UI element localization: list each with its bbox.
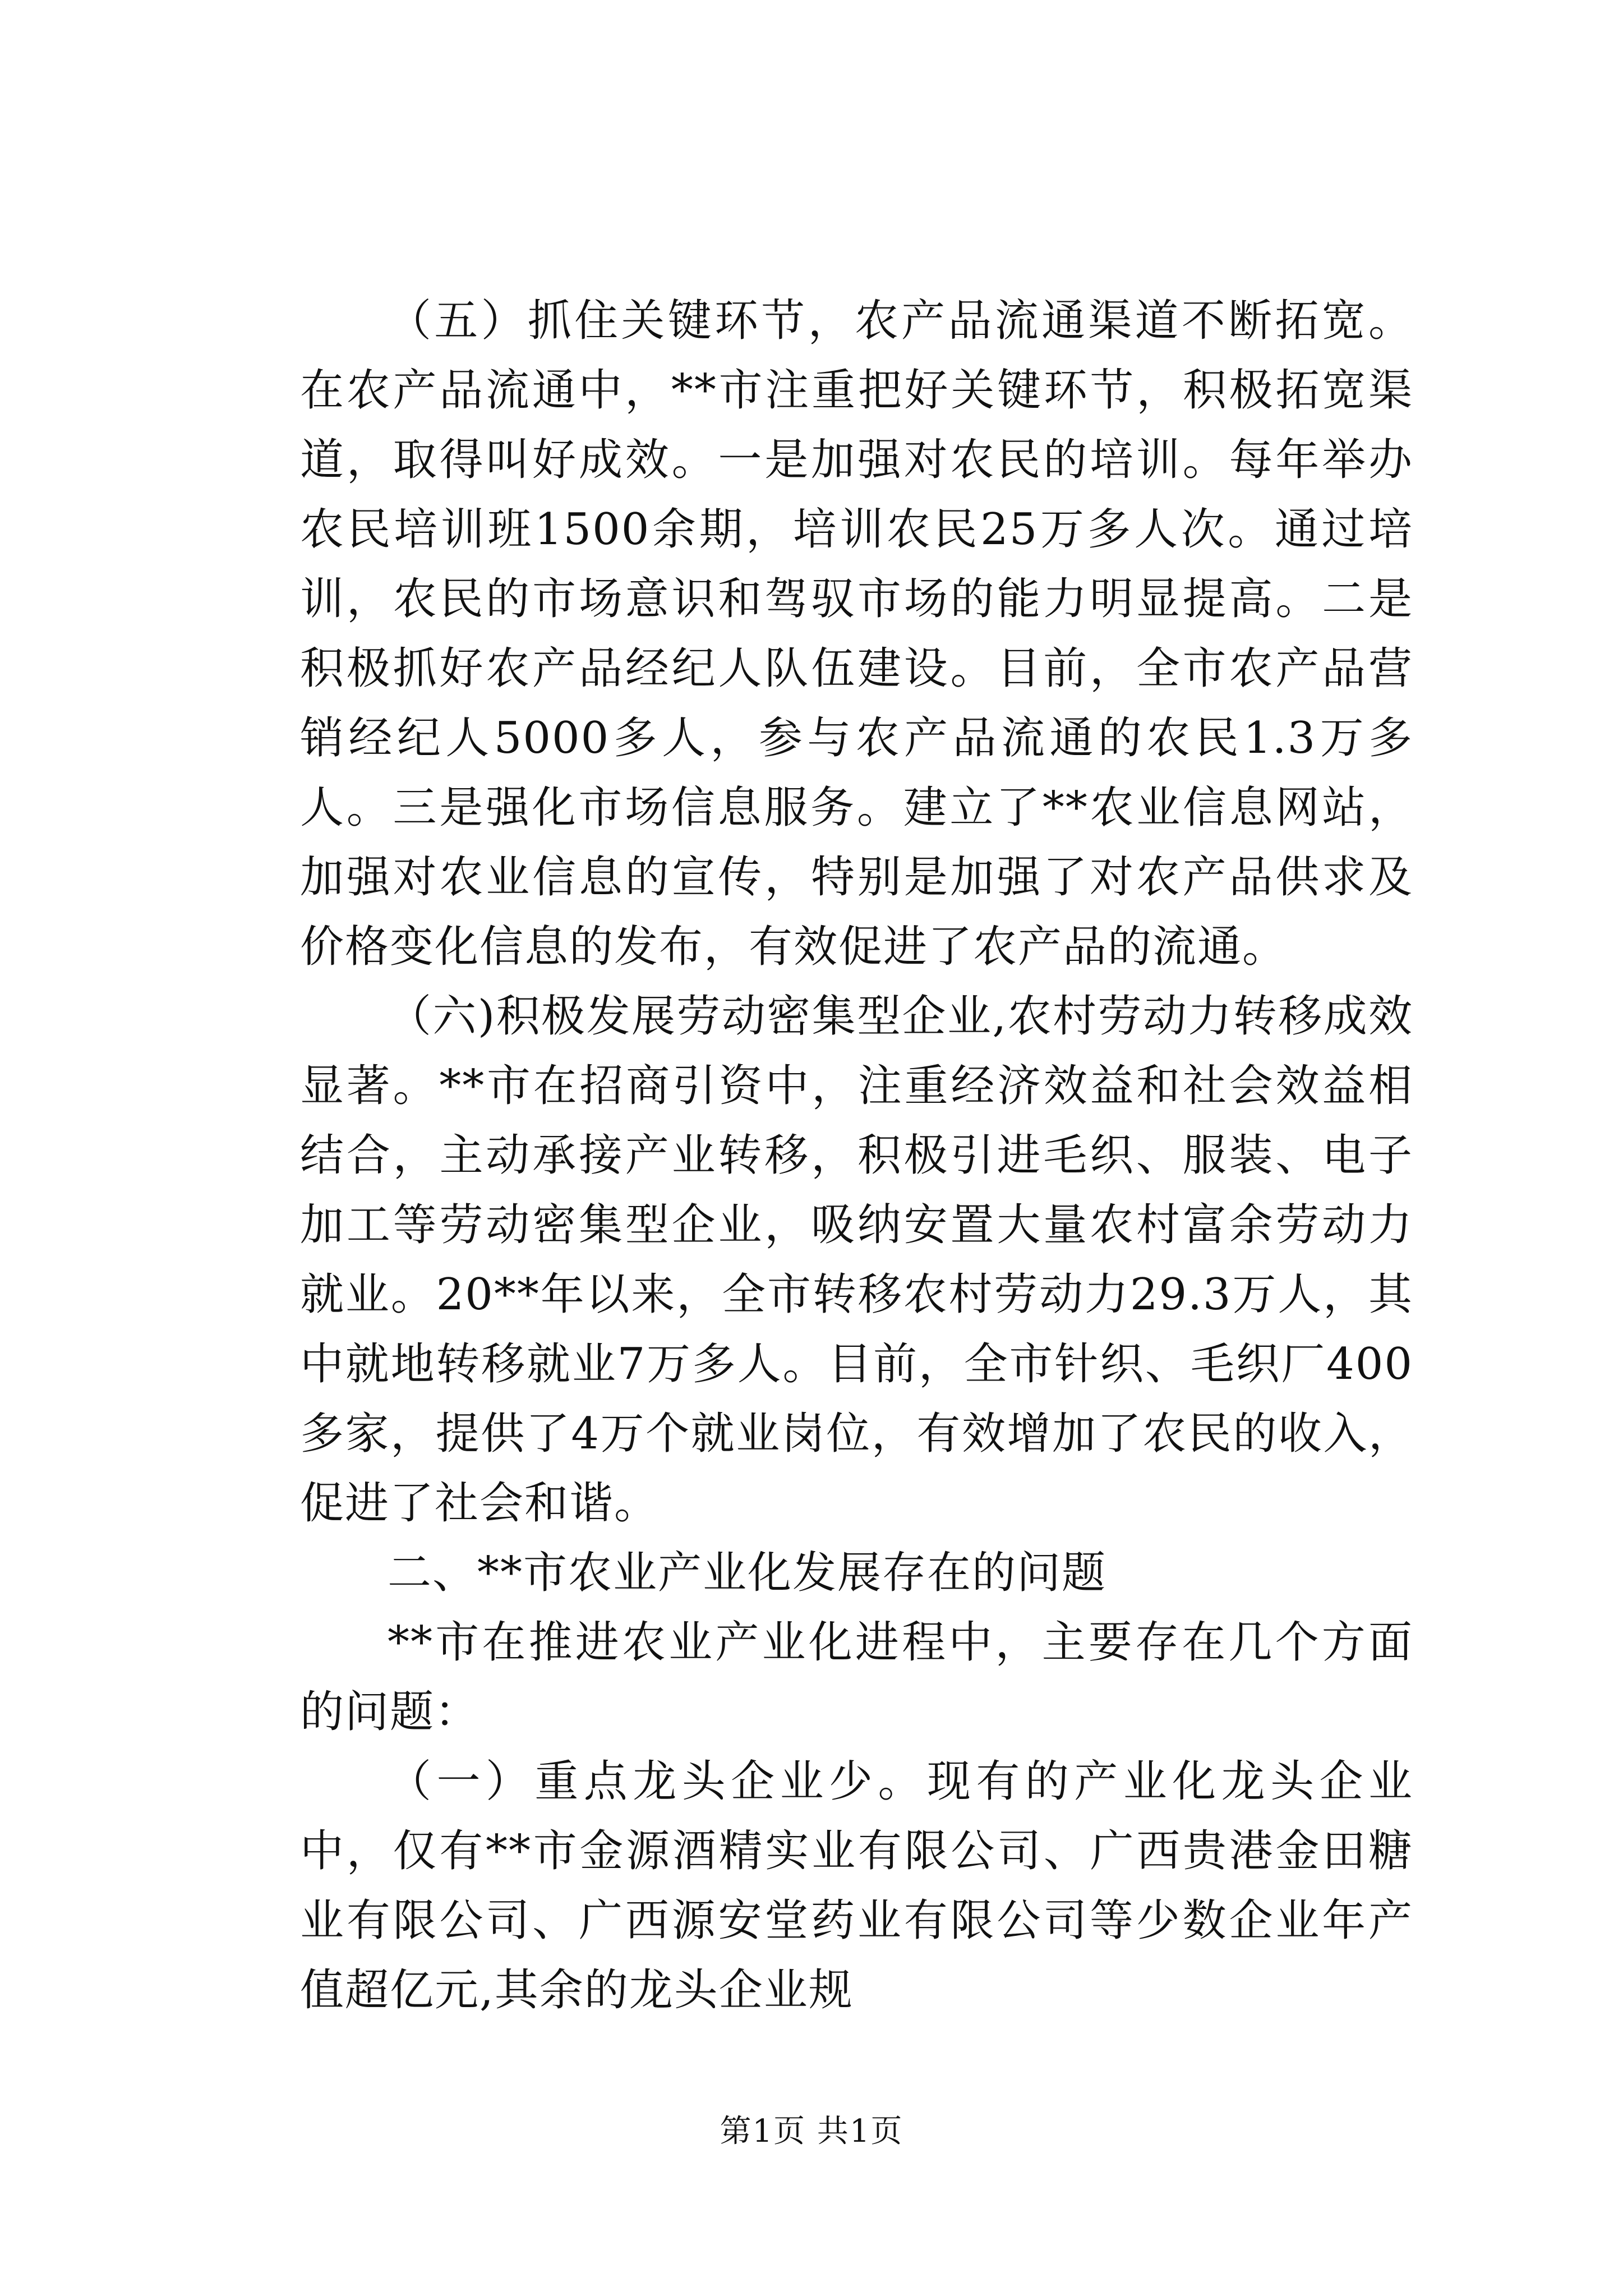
section-heading-problems: 二、**市农业产业化发展存在的问题 (388, 1548, 1107, 1598)
paragraph-section-6: （六)积极发展劳动密集型企业,农村劳动力转移成效显著。**市在招商引资中，注重经济效益和社会效益相结合，主动承接产业转移，积极引进毛织、服装、电子加工等劳动密集型企业，吸纳安置大量农村富余劳动力就业。20**年以来，全市转移农村劳动力29.3万人，其中就地转移就业7万多人。目前，全市针织、毛织厂400多家，提供了4万个就业岗位，有效增加了农民的收入，促进了社会和谐。 (300, 991, 1413, 1529)
paragraph-problems-intro: **市在推进农业产业化进程中，主要存在几个方面的问题： (300, 1617, 1413, 1737)
document-body (300, 286, 1413, 2025)
page-footer: 第1页 共1页 (720, 2113, 903, 2150)
paragraph-problem-1: （一）重点龙头企业少。现有的产业化龙头企业中，仅有**市金源酒精实业有限公司、广西贵港金田糖业有限公司、广西源安堂药业有限公司等少数企业年产值超亿元,其余的龙头企业规 (300, 1756, 1413, 2016)
paragraph-section-5: （五）抓住关键环节，农产品流通渠道不断拓宽。在农产品流通中，**市注重把好关键环节，积极拓宽渠道，取得叫好成效。一是加强对农民的培训。每年举办农民培训班1500余期，培训农民25万多人次。通过培训，农民的市场意识和驾驭市场的能力明显提高。二是积极抓好农产品经纪人队伍建设。目前，全市农产品营销经纪人5000多人，参与农产品流通的农民1.3万多人。三是强化市场信息服务。建立了**农业信息网站，加强对农业信息的宣传，特别是加强了对农产品供求及价格变化信息的发布，有效促进了农产品的流通。 (300, 296, 1413, 972)
